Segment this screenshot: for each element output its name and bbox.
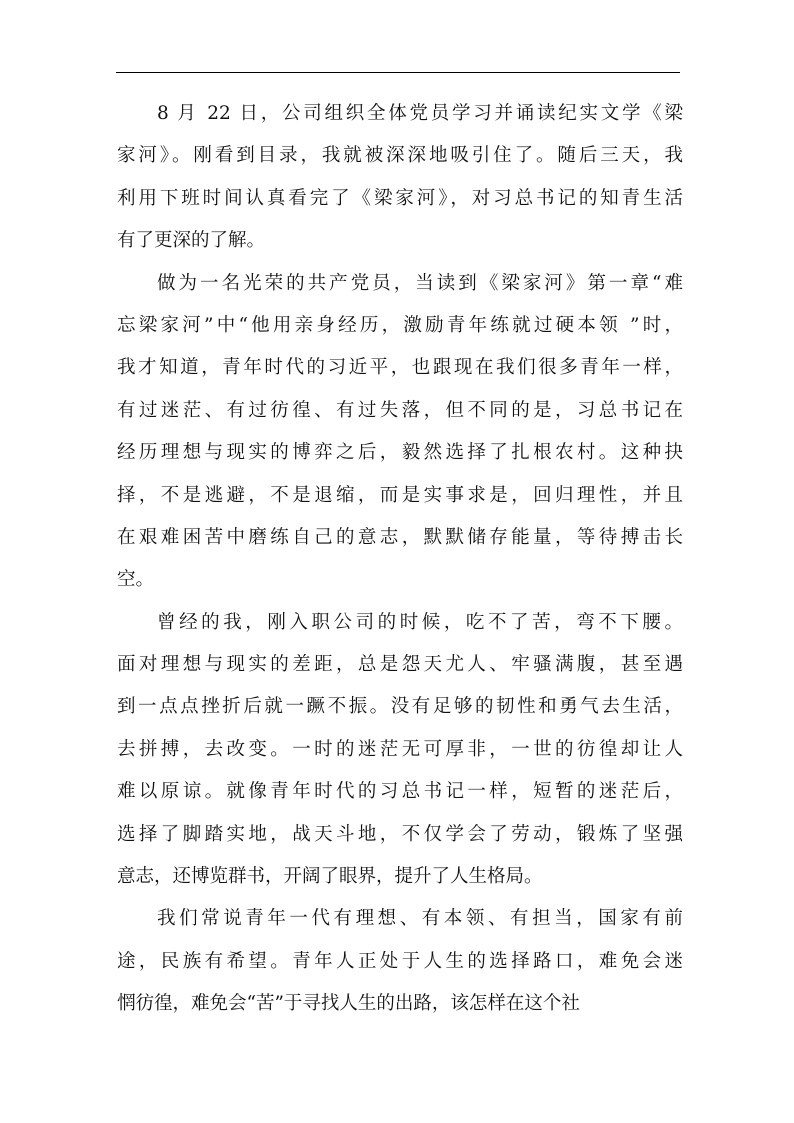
text-line: 8 月 22 日，公司组织全体党员学习并诵读纪实文学《梁 [157, 103, 683, 124]
text-line: 到一点点挫折后就一蹶不振。没有足够的韧性和勇气去生活， [117, 696, 683, 718]
text-line: 我才知道，青年时代的习近平，也跟现在我们很多青年一样， [117, 357, 683, 379]
text-line: 经历理想与现实的博弈之后，毅然选择了扎根农村。这种抉 [117, 442, 683, 464]
text-line: 利用下班时间认真看完了《梁家河》，对习总书记的知青生活 [117, 187, 683, 209]
text-line: 忘梁家河”中“他用亲身经历，激励青年练就过硬本领 ”时， [117, 314, 683, 336]
document-body [117, 93, 683, 1026]
text-line: 曾经的我，刚入职公司的时候，吃不了苦，弯不下腰。 [157, 611, 683, 633]
text-line: 择，不是逃避，不是退缩，而是实事求是，回归理性，并且 [117, 484, 683, 506]
text-line: 面对理想与现实的差距，总是怨天尤人、牢骚满腹，甚至遇 [117, 654, 683, 676]
text-line: 难以原谅。就像青年时代的习总书记一样，短暂的迷茫后， [117, 781, 683, 803]
paragraph [117, 93, 683, 263]
text-line: 空。 [117, 569, 155, 591]
text-line: 在艰难困苦中磨练自己的意志，默默储存能量，等待搏击长 [117, 526, 683, 548]
text-line: 我们常说青年一代有理想、有本领、有担当，国家有前 [157, 908, 683, 930]
header-rule [116, 72, 680, 73]
paragraph [117, 898, 683, 1025]
text-line: 惘彷徨，难免会“苦”于寻找人生的出路，该怎样在这个社 [117, 993, 580, 1015]
text-line: 选择了脚踏实地，战天斗地，不仅学会了劳动，锻炼了坚强 [117, 823, 683, 845]
text-line: 意志，还博览群书，开阔了眼界，提升了人生格局。 [117, 866, 543, 888]
text-line: 家河》。刚看到目录，我就被深深地吸引住了。随后三天，我 [117, 145, 683, 167]
paragraph [117, 602, 683, 899]
text-line: 有了更深的了解。 [117, 230, 266, 252]
paragraph [117, 263, 683, 602]
text-line: 途，民族有希望。青年人正处于人生的选择路口，难免会迷 [117, 950, 683, 972]
text-line: 去拼搏，去改变。一时的迷茫无可厚非，一世的彷徨却让人 [117, 738, 683, 760]
text-line: 做为一名光荣的共产党员，当读到《梁家河》第一章“难 [157, 272, 683, 294]
text-line: 有过迷茫、有过彷徨、有过失落，但不同的是，习总书记在 [117, 399, 683, 421]
